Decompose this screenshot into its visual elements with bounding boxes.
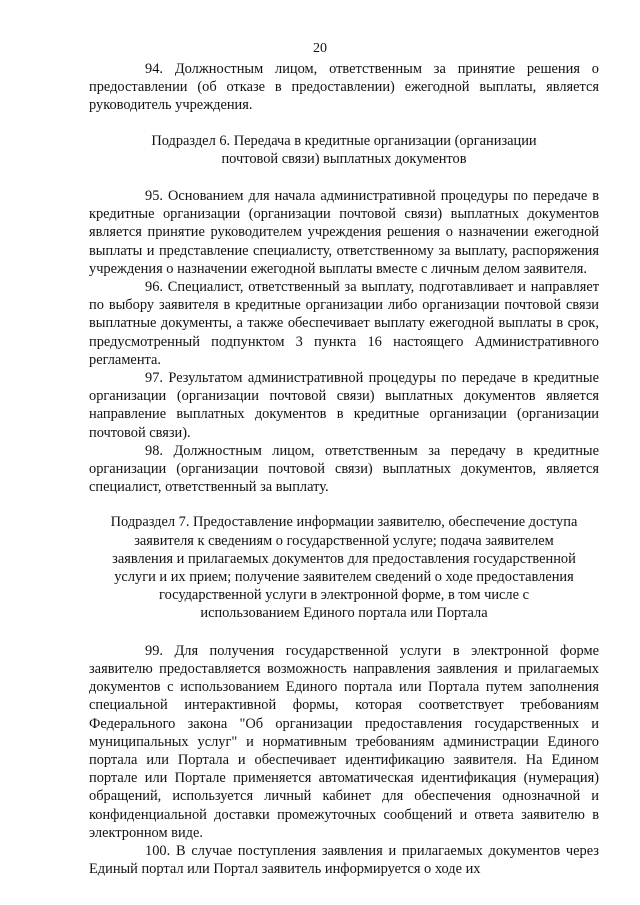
subsection-6-heading-line: почтовой связи) выплатных документов (221, 150, 467, 167)
paragraph-95: 95. Основанием для начала административной процедуры по передаче в кредитные организации (организации почтовой связи) выплатных документов является принятие руководителем учреждения решения о назначении ежегодной выплаты и представление специалисту, ответственному за выплату, распоряжения учреждения о назначении ежегодной выплаты вместе с личным делом заявителя. (89, 188, 599, 277)
subsection-6-heading (89, 132, 599, 168)
subsection-7-heading-line: заявителя к сведениям о государственной услуге; подача заявителем (134, 532, 554, 549)
spacer (89, 623, 599, 642)
subsection-7-heading-line: государственной услуги в электронной форме, в том числе с (159, 587, 529, 604)
subsection-6-heading-line: Подраздел 6. Передача в кредитные организации (организации (151, 132, 537, 149)
spacer (89, 115, 599, 132)
spacer (89, 168, 599, 187)
paragraph-98: 98. Должностным лицом, ответственным за передачу в кредитные организации (организации почтовой связи) выплатных документов, является специалист, ответственный за выплату. (89, 442, 599, 496)
subsection-7-heading-line: заявления и прилагаемых документов для предоставления государственной (112, 550, 576, 567)
page-number: 20 (313, 41, 327, 56)
spacer (89, 496, 599, 513)
page-content (89, 60, 599, 878)
paragraph-96: 96. Специалист, ответственный за выплату, подготавливает и направляет по выбору заявителя в кредитные организации либо организации почтовой связи выплатные документы, а также обеспечивает выплату ежегодной выплаты в срок, предусмотренный подпунктом 3 пункта 16 настоящего Административного регламента. (89, 279, 599, 368)
subsection-7-heading-line: Подраздел 7. Предоставление информации заявителю, обеспечение доступа (110, 514, 578, 531)
subsection-7-heading-line: использованием Единого портала или Портала (200, 605, 488, 622)
paragraph-100: 100. В случае поступления заявления и прилагаемых документов через Единый портал или Портал заявитель информируется о ходе их (89, 842, 599, 878)
subsection-7-heading (89, 513, 599, 622)
subsection-7-heading-line: услуги и их прием; получение заявителем сведений о ходе предоставления (114, 569, 574, 586)
paragraph-97: 97. Результатом административной процедуры по передаче в кредитные организации (организации почтовой связи) выплатных документов является направление выплатных документов в кредитные организации (организации почтовой связи). (89, 370, 599, 441)
paragraph-94: 94. Должностным лицом, ответственным за принятие решения о предоставлении (об отказе в предоставлении) ежегодной выплаты, является руководитель учреждения. (89, 61, 599, 114)
paragraph-99: 99. Для получения государственной услуги в электронной форме заявителю предоставляется возможность направления заявления и прилагаемых документов с использованием Единого портала или Портала путем заполнения специальной интерактивной формы, которая соответствует требованиям Федерального закона "Об организации предоставления государственных и муниципальных услуг" и нормативным требованиям администрации Единого портала или Портала и обеспечивает идентификацию заявителя. На Едином портале или Портале применяется автоматическая идентификация (нумерация) обращений, используется личный кабинет для обеспечения однозначной и конфиденциальной доставки промежуточных сообщений и ответа заявителю в электронном виде. (89, 642, 599, 841)
